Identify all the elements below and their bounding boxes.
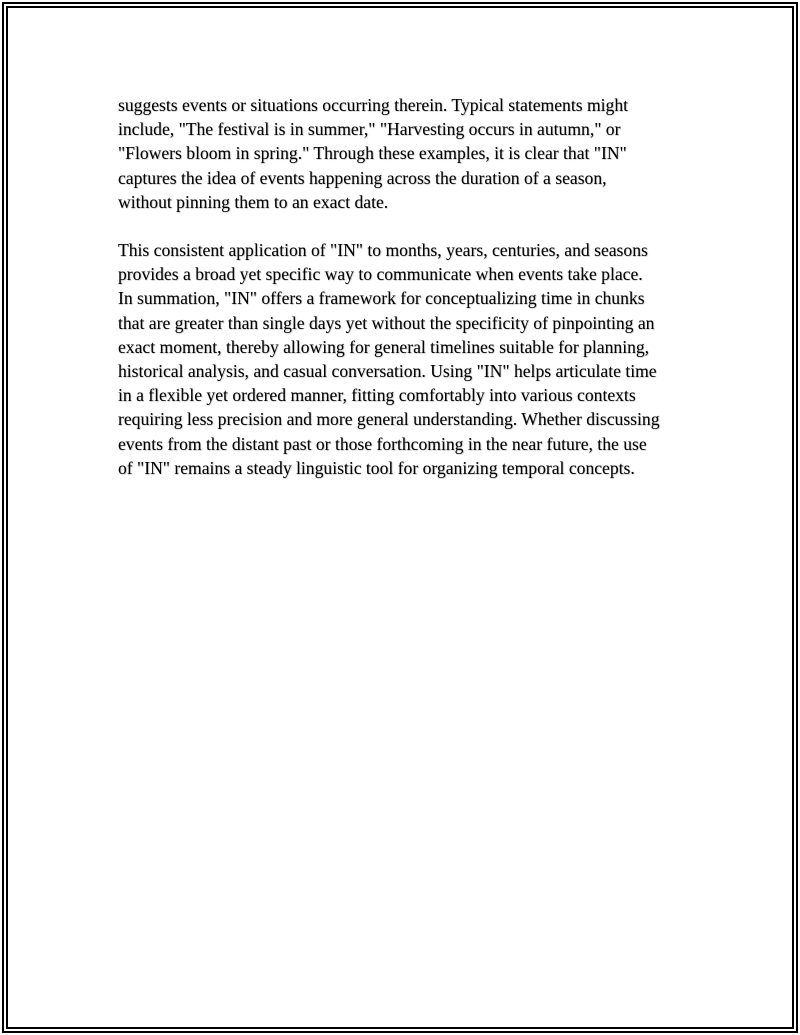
paragraph-2-line-7: in a flexible yet ordered manner, fitting comfortably into various contexts — [118, 385, 636, 406]
paragraph-2 — [118, 238, 698, 480]
paragraph-2-line-2: provides a broad yet specific way to communicate when events take place. — [118, 264, 643, 285]
paragraph-2-line-3: In summation, "IN" offers a framework for conceptualizing time in chunks — [118, 288, 645, 309]
paragraph-2-line-9: events from the distant past or those forthcoming in the near future, the use — [118, 433, 647, 454]
paragraph-1-line-1: suggests events or situations occurring therein. Typical statements might — [118, 95, 629, 115]
paragraph-1-line-5: without pinning them to an exact date. — [118, 191, 389, 212]
paragraph-2-line-6: historical analysis, and casual conversation. Using "IN" helps articulate time — [118, 361, 657, 382]
paragraph-2-line-8: requiring less precision and more general understanding. Whether discussing — [118, 409, 660, 430]
page-body — [118, 93, 698, 504]
paragraph-1-line-2: include, "The festival is in summer," "Harvesting occurs in autumn," or — [118, 119, 621, 140]
paragraph-2-line-10: of "IN" remains a steady linguistic tool for organizing temporal concepts. — [118, 457, 635, 478]
paragraph-2-line-4: that are greater than single days yet without the specificity of pinpointing an — [118, 312, 655, 333]
paragraph-2-line-1: This consistent application of "IN" to months, years, centuries, and seasons — [118, 240, 648, 261]
paragraph-2-line-5: exact moment, thereby allowing for general timelines suitable for planning, — [118, 336, 650, 357]
paragraph-1-line-3: "Flowers bloom in spring." Through these examples, it is clear that "IN" — [118, 143, 627, 164]
paragraph-1 — [118, 93, 698, 214]
paragraph-1-line-4: captures the idea of events happening across the duration of a season, — [118, 167, 607, 188]
